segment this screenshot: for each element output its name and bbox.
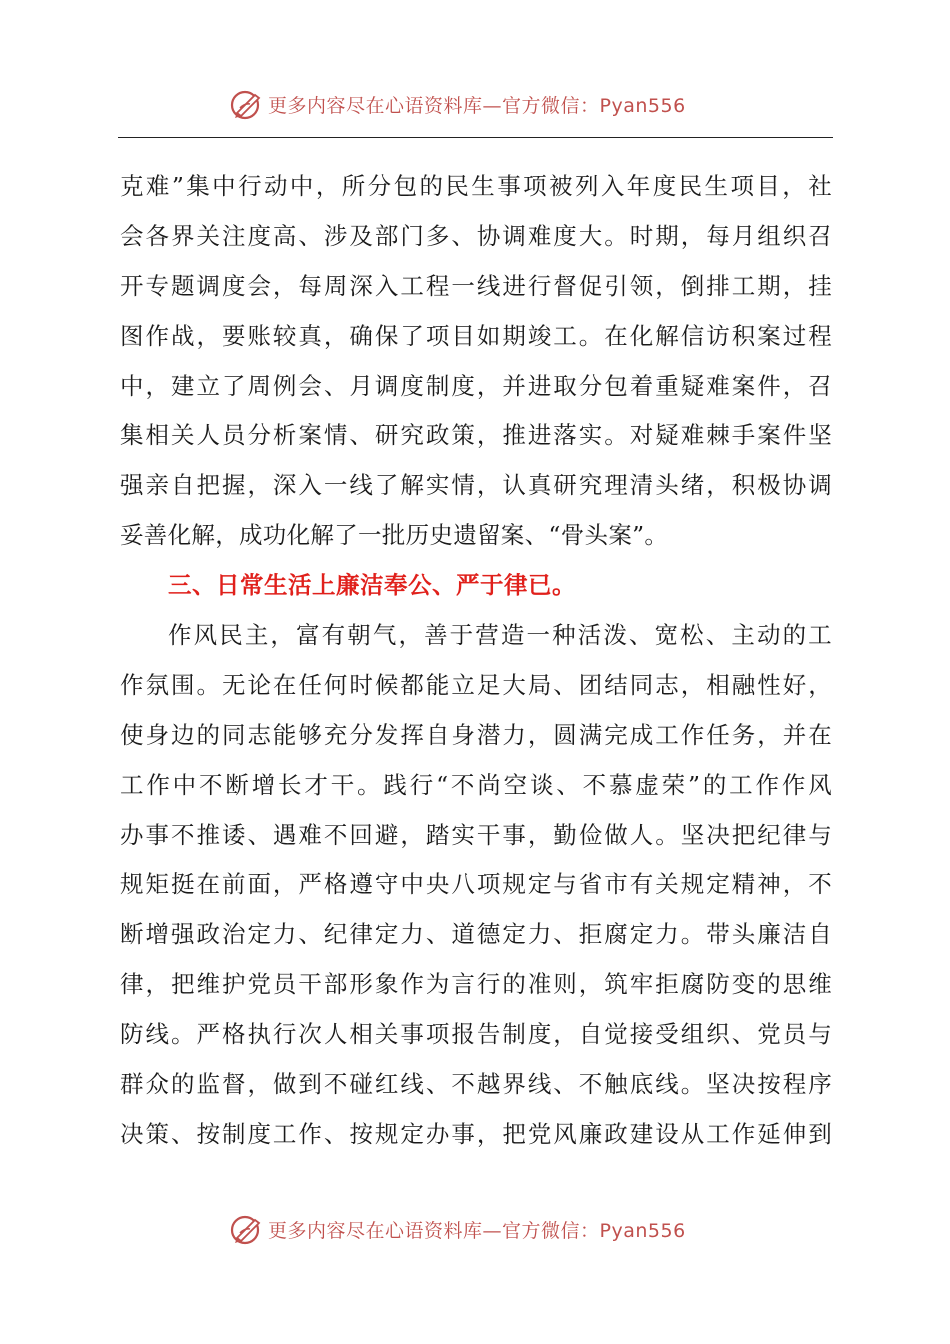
text-line: 群众的监督，做到不碰红线、不越界线、不触底线。坚决按程序 xyxy=(120,1070,832,1099)
footer-watermark-label: 更多内容尽在心语资料库—官方微信： xyxy=(268,1219,600,1242)
text-line: 规矩挺在前面，严格遵守中央八项规定与省市有关规定精神，不 xyxy=(120,870,832,899)
header-wechat-id: Pyan556 xyxy=(599,94,686,117)
text-line: 决策、按制度工作、按规定办事，把党风廉政建设从工作延伸到 xyxy=(120,1119,832,1148)
text-line: 图作战，要账较真，确保了项目如期竣工。在化解信访积案过程 xyxy=(120,321,832,350)
text-line: 作氛围。无论在任何时候都能立足大局、团结同志，相融性好， xyxy=(120,670,832,699)
text-line: 作风民主，富有朝气，善于营造一种活泼、宽松、主动的工 xyxy=(168,621,832,650)
text-line: 中，建立了周例会、月调度制度，并进取分包着重疑难案件，召 xyxy=(120,371,832,400)
header-watermark-label: 更多内容尽在心语资料库—官方微信： xyxy=(268,94,600,117)
section-heading: 三、日常生活上廉洁奉公、严于律已。 xyxy=(168,571,576,600)
text-line: 律，把维护党员干部形象作为言行的准则，筑牢拒腐防变的思维 xyxy=(120,970,832,999)
text-line: 防线。严格执行次人相关事项报告制度，自觉接受组织、党员与 xyxy=(120,1020,832,1049)
text-line: 断增强政治定力、纪律定力、道德定力、拒腐定力。带头廉洁自 xyxy=(120,920,832,949)
footer-watermark-text xyxy=(268,1216,686,1243)
text-line: 开专题调度会，每周深入工程一线进行督促引领，倒排工期，挂 xyxy=(120,271,832,300)
footer-watermark-group xyxy=(228,1209,686,1249)
pen-logo-icon xyxy=(228,86,264,122)
pen-logo-icon xyxy=(228,1211,264,1247)
text-line: 强亲自把握，深入一线了解实情，认真研究理清头绪，积极协调 xyxy=(120,471,832,500)
header-watermark xyxy=(0,84,950,124)
text-line: 集相关人员分析案情、研究政策，推进落实。对疑难棘手案件坚 xyxy=(120,421,832,450)
text-line: 办事不推诿、遇难不回避，踏实干事，勤俭做人。坚决把纪律与 xyxy=(120,820,832,849)
header-watermark-text xyxy=(268,91,686,118)
text-line: 会各界关注度高、涉及部门多、协调难度大。时期，每月组织召 xyxy=(120,221,832,250)
footer-wechat-id: Pyan556 xyxy=(599,1219,686,1242)
text-line: 妥善化解，成功化解了一批历史遗留案、“骨头案”。 xyxy=(120,521,669,550)
text-line: 克难”集中行动中，所分包的民生事项被列入年度民生项目，社 xyxy=(120,172,832,200)
document-body xyxy=(120,162,832,1160)
header-divider xyxy=(118,137,833,138)
text-line: 使身边的同志能够充分发挥自身潜力，圆满完成工作任务，并在 xyxy=(120,720,832,749)
text-line: 工作中不断增长才干。践行“不尚空谈、不慕虚荣”的工作作风 xyxy=(120,770,832,799)
header-watermark-group xyxy=(228,84,686,124)
footer-watermark xyxy=(0,1209,950,1249)
